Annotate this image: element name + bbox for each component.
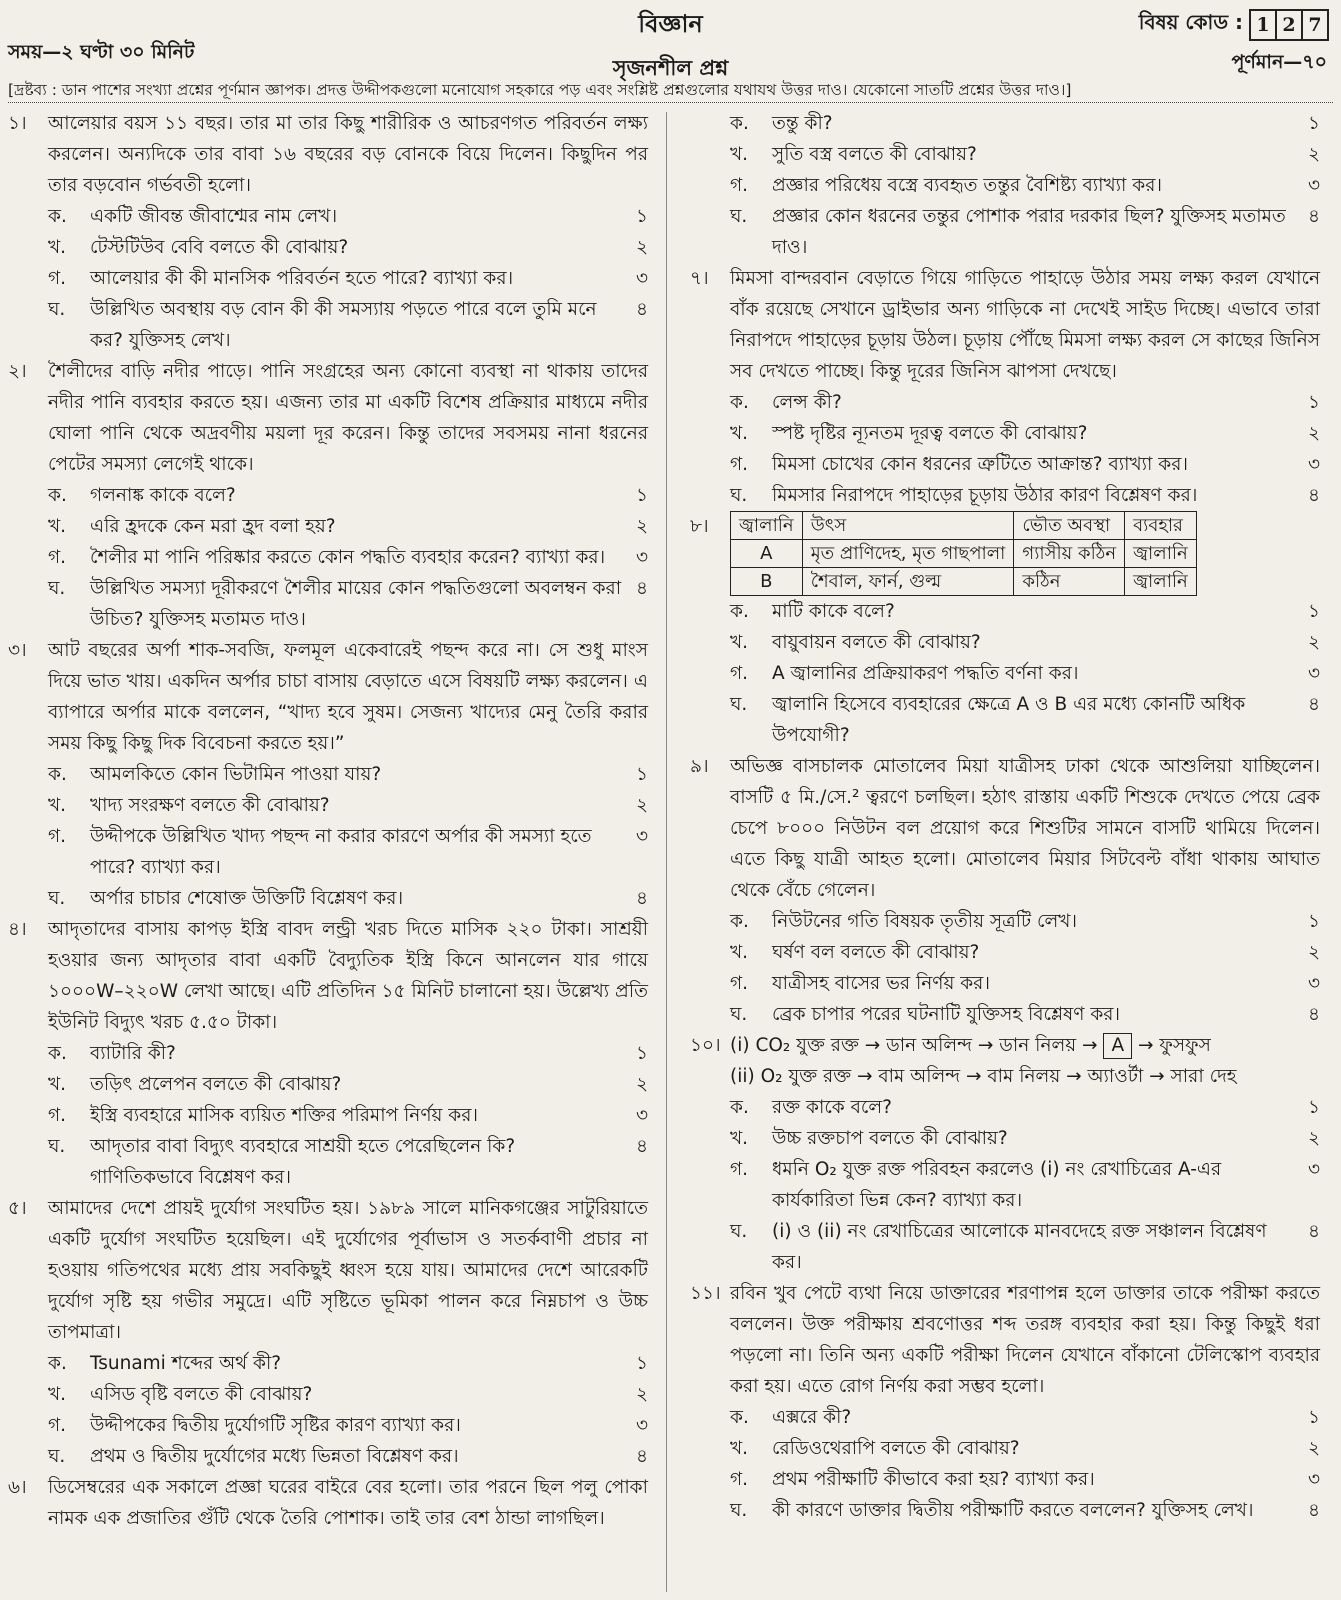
question-number: ২। xyxy=(8,361,27,382)
code-digit: 7 xyxy=(1301,9,1329,41)
sub-question-mark: ১ xyxy=(635,764,648,785)
question-stem xyxy=(690,751,1320,906)
sub-question-label: খ. xyxy=(730,942,749,963)
sub-question-text: এক্সরে কী? xyxy=(772,1407,852,1428)
sub-question-text: শৈলীর মা পানি পরিষ্কার করতে কোন পদ্ধতি ব্যবহার করেন? ব্যাখ্যা কর। xyxy=(90,547,606,568)
sub-question-mark: ৪ xyxy=(635,888,648,909)
sub-question-label: ঘ. xyxy=(48,888,66,909)
sub-question-label: খ. xyxy=(730,1438,749,1459)
sub-question-text: উল্লিখিত অবস্থায় বড় বোন কী কী সমস্যায় পড়তে পারে বলে তুমি মনে কর? যুক্তিসহ লেখ। xyxy=(90,299,597,351)
flow-text: (i) CO₂ যুক্ত রক্ত → ডান অলিন্দ → ডান নিলয় → xyxy=(730,1035,1098,1056)
sub-question-text: কী কারণে ডাক্তার দ্বিতীয় পরীক্ষাটি করতে বললেন? যুক্তিসহ লেখ। xyxy=(772,1500,1254,1521)
question-number: ৪। xyxy=(8,919,27,940)
sub-question-label: ঘ. xyxy=(730,206,748,227)
sub-question-label: ক. xyxy=(730,601,749,622)
sub-question-mark: ৪ xyxy=(1307,485,1320,506)
sub-question-label: ঘ. xyxy=(730,694,748,715)
sub-question-label: ঘ. xyxy=(730,1500,748,1521)
stem-text: রবিন খুব পেটে ব্যথা নিয়ে ডাক্তারের শরণাপন্ন হলে ডাক্তার তাকে পরীক্ষা করতে বললেন। উক্ত পরীক্ষায় শ্রবণোত্তর শব্দ তরঙ্গ ব্যবহার করা হয়। কিন্তু কিছুই ধরা পড়লো না। তিনি অন্য একটি পরীক্ষা দিলেন যেখানে বাঁকানো টেলিস্কোপ ব্যবহার করা হয়। এতে রোগ নির্ণয় করা সম্ভব হলো। xyxy=(730,1283,1320,1397)
question-5 xyxy=(8,1193,648,1472)
sub-question-text: উল্লিখিত সমস্যা দূরীকরণে শৈলীর মায়ের কোন পদ্ধতিগুলো অবলম্বন করা উচিত? যুক্তিসহ মতামত দাও। xyxy=(90,578,622,630)
sub-question-label: গ. xyxy=(730,175,749,196)
sub-question-mark: ১ xyxy=(1307,392,1320,413)
sub-question xyxy=(690,627,1320,658)
sub-question xyxy=(8,1069,648,1100)
question-number: ৩। xyxy=(8,640,27,661)
sub-question-mark: ৪ xyxy=(1307,206,1320,227)
sub-question-text: আমলকিতে কোন ভিটামিন পাওয়া যায়? xyxy=(90,764,382,785)
sub-question-label: ক. xyxy=(48,485,67,506)
sub-question xyxy=(8,542,648,573)
question-stem xyxy=(690,1278,1320,1402)
flow-line xyxy=(690,1030,1320,1061)
question-number: ১১। xyxy=(690,1283,721,1304)
table-header-cell: জ্বালানি xyxy=(731,512,803,540)
sub-question xyxy=(8,1131,648,1193)
sub-question-mark: ৪ xyxy=(1307,1221,1320,1242)
table-cell: মৃত প্রাণিদেহ, মৃত গাছপালা xyxy=(802,540,1014,568)
sub-question-text: ইস্ত্রি ব্যবহারে মাসিক ব্যয়িত শক্তির পরিমাপ নির্ণয় কর। xyxy=(90,1105,479,1126)
stem-text: অভিজ্ঞ বাসচালক মোতালেব মিয়া যাত্রীসহ ঢাকা থেকে আশুলিয়া যাচ্ছিলেন। বাসটি ৫ মি./সে.² ত্বরণে চলছিল। হঠাৎ রাস্তায় একটি শিশুকে দেখতে পেয়ে ব্রেক চেপে ৮০০০ নিউটন বল প্রয়োগ করে শিশুটির সামনে বাসটি থামিয়ে দিলেন। এতে কিছু যাত্রী আহত হলো। মোতালেব মিয়ার সিটবেল্ট বাঁধা থাকায় আঘাত থেকে বেঁচে গেলেন। xyxy=(730,756,1320,901)
sub-question-label: খ. xyxy=(730,1128,749,1149)
sub-question-label: ঘ. xyxy=(48,578,66,599)
stem-text: আলেয়ার বয়স ১১ বছর। তার মা তার কিছু শারীরিক ও আচরণগত পরিবর্তন লক্ষ্য করলেন। অন্যদিকে তার বাবা ১৬ বছরের বড় বোনকে বিয়ে দিলেন। কিছুদিন পর তার বড়বোন গর্ভবতী হলো। xyxy=(48,113,648,196)
sub-question-text: Tsunami শব্দের অর্থ কী? xyxy=(90,1353,282,1374)
sub-question-text: প্রথম পরীক্ষাটি কীভাবে করা হয়? ব্যাখ্যা কর। xyxy=(772,1469,1095,1490)
flow-text: (ii) O₂ যুক্ত রক্ত → বাম অলিন্দ → বাম নিলয় → অ্যাওর্টা → সারা দেহ xyxy=(730,1066,1237,1087)
paper-subtitle: সৃজনশীল প্রশ্ন xyxy=(612,56,729,80)
sub-question xyxy=(690,1092,1320,1123)
sub-question xyxy=(8,232,648,263)
sub-question-mark: ৩ xyxy=(1307,1469,1320,1490)
sub-question xyxy=(8,1379,648,1410)
sub-question-mark: ৪ xyxy=(1307,1500,1320,1521)
question-number: ১। xyxy=(8,113,27,134)
table-cell: জ্বালানি xyxy=(1125,568,1197,596)
question-stem xyxy=(8,1472,648,1534)
sub-question-mark: ২ xyxy=(1307,942,1320,963)
sub-question-mark: ২ xyxy=(1307,423,1320,444)
sub-question xyxy=(8,759,648,790)
sub-question-mark: ২ xyxy=(635,516,648,537)
sub-question-text: A জ্বালানির প্রক্রিয়াকরণ পদ্ধতি বর্ণনা কর। xyxy=(772,663,1079,684)
sub-question-text: মাটি কাকে বলে? xyxy=(772,601,895,622)
question-2 xyxy=(8,356,648,635)
total-marks: পূর্ণমান—৭০ xyxy=(1231,51,1327,73)
stem-text: মিমসা বান্দরবান বেড়াতে গিয়ে গাড়িতে পাহাড়ে উঠার সময় লক্ষ্য করল যেখানে বাঁক রয়েছে সেখানে ড্রাইভার অন্য গাড়িকে না দেখেই সাইড দিচ্ছে। এভাবে তারা নিরাপদে পাহাড়ের চূড়ায় উঠল। চূড়ায় পৌঁছে মিমসা লক্ষ্য করল সে কাছের জিনিস সব দেখতে পাচ্ছে। কিন্তু দূরের জিনিস ঝাপসা দেখছে। xyxy=(730,268,1320,382)
sub-question-mark: ৪ xyxy=(635,1446,648,1467)
sub-question-text: এরি হ্রদকে কেন মরা হ্রদ বলা হয়? xyxy=(90,516,336,537)
sub-question-mark: ৩ xyxy=(1307,454,1320,475)
sub-question-label: ক. xyxy=(730,1407,749,1428)
sub-question xyxy=(690,596,1320,627)
sub-question-label: ঘ. xyxy=(48,1446,66,1467)
sub-question-mark: ২ xyxy=(1307,1128,1320,1149)
question-11 xyxy=(690,1278,1320,1526)
sub-question-label: খ. xyxy=(730,632,749,653)
sub-question-mark: ৩ xyxy=(1307,973,1320,994)
stem-text: আমাদের দেশে প্রায়ই দুর্যোগ সংঘটিত হয়। ১৯৮৯ সালে মানিকগঞ্জের সাটুরিয়াতে একটি দুর্যোগ সংঘটিত হয়েছিল। এই দুর্যোগের পূর্বাভাস ও সতর্কবাণী প্রচার না হওয়ায় গতিপথের মধ্যে প্রায় সবকিছুই ধ্বংস হয়ে যায়। আমাদের দেশে আরেকটি দুর্যোগ সৃষ্টি হয় গভীর সমুদ্রে। এটি সৃষ্টিতে ভূমিকা পালন করে নিম্নচাপ ও উচ্চ তাপমাত্রা। xyxy=(48,1198,648,1343)
sub-question-label: ক. xyxy=(48,764,67,785)
left-column xyxy=(8,108,648,1534)
sub-question-label: গ. xyxy=(730,663,749,684)
subject-title: বিজ্ঞান xyxy=(638,10,703,38)
question-stem xyxy=(8,356,648,480)
question-stem xyxy=(8,1193,648,1348)
sub-question-label: খ. xyxy=(48,237,67,258)
sub-question-mark: ১ xyxy=(1307,1407,1320,1428)
sub-question-label: খ. xyxy=(48,1074,67,1095)
sub-question-mark: ৪ xyxy=(635,299,648,320)
stem-text: ডিসেম্বরের এক সকালে প্রজ্ঞা ঘরের বাইরে বের হলো। তার পরনে ছিল পলু পোকা নামক এক প্রজাতির গুঁটি থেকে তৈরি পোশাক। তাই তার বেশ ঠান্ডা লাগছিল। xyxy=(48,1477,648,1529)
sub-question-mark: ৩ xyxy=(1307,663,1320,684)
sub-question-mark: ২ xyxy=(635,795,648,816)
sub-question xyxy=(690,1464,1320,1495)
table-cell: A xyxy=(731,540,803,568)
sub-question-mark: ৩ xyxy=(635,1105,648,1126)
sub-question xyxy=(690,387,1320,418)
sub-question-label: গ. xyxy=(48,1415,67,1436)
sub-question-label: ক. xyxy=(730,392,749,413)
sub-question xyxy=(690,1154,1320,1216)
sub-question-label: ক. xyxy=(730,1097,749,1118)
sub-question-mark: ১ xyxy=(635,206,648,227)
sub-question-text: একটি জীবন্ত জীবাশ্মের নাম লেখ। xyxy=(90,206,338,227)
right-column xyxy=(690,108,1320,1526)
fuel-table xyxy=(730,511,1197,596)
sub-question-mark: ৩ xyxy=(635,547,648,568)
time-allowed: সময়—২ ঘণ্টা ৩০ মিনিট xyxy=(8,41,195,63)
sub-question xyxy=(690,418,1320,449)
question-number: ৮। xyxy=(690,516,709,537)
sub-question-text: এসিড বৃষ্টি বলতে কী বোঝায়? xyxy=(90,1384,313,1405)
sub-question-text: যাত্রীসহ বাসের ভর নির্ণয় কর। xyxy=(772,973,990,994)
sub-question xyxy=(8,1348,648,1379)
sub-question-text: টেস্টটিউব বেবি বলতে কী বোঝায়? xyxy=(90,237,349,258)
sub-question-text: উদ্দীপকের দ্বিতীয় দুর্যোগটি সৃষ্টির কারণ ব্যাখ্যা কর। xyxy=(90,1415,461,1436)
sub-question xyxy=(8,573,648,635)
sub-question xyxy=(690,1495,1320,1526)
sub-question-text: বায়ুবায়ন বলতে কী বোঝায়? xyxy=(772,632,981,653)
sub-question xyxy=(690,937,1320,968)
sub-question-label: ক. xyxy=(730,911,749,932)
stem-body xyxy=(690,1030,1320,1092)
table-cell: শৈবাল, ফার্ন, গুল্ম xyxy=(802,568,1014,596)
sub-question-text: উদ্দীপকে উল্লিখিত খাদ্য পছন্দ না করার কারণে অর্পার কী সমস্যা হতে পারে? ব্যাখ্যা কর। xyxy=(90,826,592,878)
sub-question-text: তন্তু কী? xyxy=(772,113,833,134)
sub-question-label: ক. xyxy=(48,1043,67,1064)
sub-question-mark: ৪ xyxy=(1307,694,1320,715)
sub-question-label: গ. xyxy=(730,1159,749,1180)
sub-question xyxy=(690,1216,1320,1278)
sub-question xyxy=(690,1402,1320,1433)
table-cell: জ্বালানি xyxy=(1125,540,1197,568)
sub-question-text: স্পষ্ট দৃষ্টির ন্যূনতম দূরত্ব বলতে কী বোঝায়? xyxy=(772,423,1088,444)
column-divider xyxy=(666,112,667,1592)
sub-question-text: উচ্চ রক্তচাপ বলতে কী বোঝায়? xyxy=(772,1128,1008,1149)
subject-code xyxy=(1139,8,1329,41)
sub-question-mark: ২ xyxy=(1307,632,1320,653)
table-header-row xyxy=(731,512,1197,540)
sub-question-text: গলনাঙ্ক কাকে বলে? xyxy=(90,485,236,506)
sub-question-mark: ৪ xyxy=(635,578,648,599)
sub-question-text: সুতি বস্ত্র বলতে কী বোঝায়? xyxy=(772,144,977,165)
sub-question-text: রেডিওথেরাপি বলতে কী বোঝায়? xyxy=(772,1438,1020,1459)
stem-body xyxy=(690,511,1320,596)
question-7 xyxy=(690,263,1320,511)
sub-question xyxy=(8,883,648,914)
sub-question-label: গ. xyxy=(48,1105,67,1126)
sub-question-mark: ১ xyxy=(1307,1097,1320,1118)
sub-question xyxy=(8,294,648,356)
sub-question-mark: ১ xyxy=(1307,601,1320,622)
sub-question xyxy=(690,1433,1320,1464)
sub-question-text: তড়িৎ প্রলেপন বলতে কী বোঝায়? xyxy=(90,1074,342,1095)
sub-question-mark: ২ xyxy=(1307,144,1320,165)
sub-question-mark: ১ xyxy=(1307,113,1320,134)
sub-question xyxy=(8,480,648,511)
sub-question-mark: ৩ xyxy=(1307,175,1320,196)
question-number: ৯। xyxy=(690,756,709,777)
sub-question-text: রক্ত কাকে বলে? xyxy=(772,1097,892,1118)
table-header-cell: ভৌত অবস্থা xyxy=(1014,512,1125,540)
sub-question-label: খ. xyxy=(48,1384,67,1405)
sub-question xyxy=(690,689,1320,751)
sub-question xyxy=(8,1038,648,1069)
table-cell: B xyxy=(731,568,803,596)
sub-question-text: ব্যাটারি কী? xyxy=(90,1043,176,1064)
sub-question xyxy=(690,906,1320,937)
table-header-cell: উৎস xyxy=(802,512,1014,540)
question-number: ১০। xyxy=(690,1035,721,1056)
question-10 xyxy=(690,1030,1320,1278)
sub-question-text: আদৃতার বাবা বিদ্যুৎ ব্যবহারে সাশ্রয়ী হতে পেরেছিলেন কি? গাণিতিকভাবে বিশ্লেষণ কর। xyxy=(90,1136,516,1188)
sub-question-mark: ৪ xyxy=(635,1136,648,1157)
sub-question-text: ধমনি O₂ যুক্ত রক্ত পরিবহন করলেও (i) নং রেখাচিত্রের A-এর কার্যকারিতা ভিন্ন কেন? ব্যাখ্যা কর। xyxy=(772,1159,1222,1211)
question-4 xyxy=(8,914,648,1193)
question-9 xyxy=(690,751,1320,1030)
flow-line xyxy=(690,1061,1320,1092)
question-stem xyxy=(8,914,648,1038)
sub-question-label: ঘ. xyxy=(730,1221,748,1242)
sub-question xyxy=(690,108,1320,139)
sub-question-label: খ. xyxy=(48,795,67,816)
sub-question xyxy=(690,658,1320,689)
sub-question-text: (i) ও (ii) নং রেখাচিত্রের আলোকে মানবদেহে রক্ত সঞ্চালন বিশ্লেষণ কর। xyxy=(772,1221,1267,1273)
question-number: ৭। xyxy=(690,268,709,289)
sub-question-text: প্রজ্ঞার পরিধেয় বস্ত্রে ব্যবহৃত তন্তুর বৈশিষ্ট্য ব্যাখ্যা কর। xyxy=(772,175,1162,196)
question-6 xyxy=(8,1472,648,1534)
sub-question xyxy=(8,1100,648,1131)
sub-question xyxy=(8,201,648,232)
sub-question-label: ক. xyxy=(730,113,749,134)
sub-question xyxy=(690,1123,1320,1154)
subject-code-label: বিষয় কোড : xyxy=(1138,10,1243,34)
sub-question-text: আলেয়ার কী কী মানসিক পরিবর্তন হতে পারে? ব্যাখ্যা কর। xyxy=(90,268,514,289)
sub-question-label: ক. xyxy=(48,1353,67,1374)
stem-text: আট বছরের অর্পা শাক-সবজি, ফলমূল একেবারেই পছন্দ করে না। সে শুধু মাংস দিয়ে ভাত খায়। একদিন অর্পার চাচা বাসায় বেড়াতে এসে বিষয়টি লক্ষ্য করলেন। এ ব্যাপারে অর্পার মাকে বললেন, “খাদ্য হবে সুষম। সেজন্য খাদ্যের মেনু তৈরি করার সময় কিছু কিছু দিক বিবেচনা করতে হয়।” xyxy=(48,640,648,754)
sub-question xyxy=(690,170,1320,201)
sub-question-text: নিউটনের গতি বিষয়ক তৃতীয় সূত্রটি লেখ। xyxy=(772,911,1078,932)
sub-question-mark: ৩ xyxy=(635,268,648,289)
sub-question-label: ঘ. xyxy=(48,299,66,320)
sub-question-text: ঘর্ষণ বল বলতে কী বোঝায়? xyxy=(772,942,980,963)
sub-question-text: অর্পার চাচার শেষোক্ত উক্তিটি বিশ্লেষণ কর। xyxy=(90,888,404,909)
sub-question-label: গ. xyxy=(730,454,749,475)
question-stem xyxy=(690,263,1320,387)
sub-question xyxy=(690,480,1320,511)
sub-question-mark: ১ xyxy=(1307,911,1320,932)
question-6-continued xyxy=(690,108,1320,263)
table-header-cell: ব্যবহার xyxy=(1125,512,1197,540)
sub-question xyxy=(690,449,1320,480)
sub-question xyxy=(690,139,1320,170)
sub-question-mark: ৩ xyxy=(635,1415,648,1436)
stem-text: শৈলীদের বাড়ি নদীর পাড়ে। পানি সংগ্রহের অন্য কোনো ব্যবস্থা না থাকায় তাদের নদীর পানি ব্যবহার করতে হয়। এজন্য তার মা একটি বিশেষ প্রক্রিয়ার মাধ্যমে নদীর ঘোলা পানি থেকে অদ্রবণীয় ময়লা দূর করেন। কিন্তু তাদের সবসময় নানা ধরনের পেটের সমস্যা লেগেই থাকে। xyxy=(48,361,648,475)
table-cell: গ্যাসীয় কঠিন xyxy=(1014,540,1125,568)
sub-question-label: ক. xyxy=(48,206,67,227)
sub-question xyxy=(8,511,648,542)
question-stem xyxy=(690,511,1320,596)
sub-question-label: গ. xyxy=(48,826,67,847)
sub-question-mark: ২ xyxy=(1307,1438,1320,1459)
sub-question-text: প্রথম ও দ্বিতীয় দুর্যোগের মধ্যে ভিন্নতা বিশ্লেষণ কর। xyxy=(90,1446,459,1467)
sub-question xyxy=(8,1410,648,1441)
sub-question-text: প্রজ্ঞার কোন ধরনের তন্তুর পোশাক পরার দরকার ছিল? যুক্তিসহ মতামত দাও। xyxy=(772,206,1286,258)
question-stem xyxy=(8,635,648,759)
subject-code-boxes xyxy=(1251,9,1329,41)
sub-question-label: খ. xyxy=(48,516,67,537)
sub-question-mark: ১ xyxy=(635,485,648,506)
sub-question-text: জ্বালানি হিসেবে ব্যবহারের ক্ষেত্রে A ও B এর মধ্যে কোনটি অধিক উপযোগী? xyxy=(772,694,1246,746)
sub-question-mark: ৩ xyxy=(1307,1159,1320,1180)
sub-question-label: গ. xyxy=(730,973,749,994)
question-stem xyxy=(690,1030,1320,1092)
question-number: ৬। xyxy=(8,1477,27,1498)
sub-question-mark: ২ xyxy=(635,237,648,258)
sub-question-mark: ২ xyxy=(635,1384,648,1405)
sub-question-mark: ৪ xyxy=(1307,1004,1320,1025)
question-stem xyxy=(8,108,648,201)
sub-question xyxy=(8,263,648,294)
sub-question xyxy=(690,968,1320,999)
sub-question xyxy=(8,821,648,883)
sub-question-mark: ১ xyxy=(635,1353,648,1374)
sub-question xyxy=(690,999,1320,1030)
table-cell: কঠিন xyxy=(1014,568,1125,596)
sub-question xyxy=(8,1441,648,1472)
question-number: ৫। xyxy=(8,1198,27,1219)
stem-text: আদৃতাদের বাসায় কাপড় ইস্ত্রি বাবদ লন্ড্রী খরচ দিতে মাসিক ২২০ টাকা। সাশ্রয়ী হওয়ার জন্য আদৃতার বাবা একটি বৈদ্যুতিক ইস্ত্রি কিনে আনলেন যার গায়ে ১০০০W–২২০W লেখা আছে। এটি প্রতিদিন ১৫ মিনিট চালানো হয়। উল্লেখ্য প্রতি ইউনিট বিদ্যুৎ খরচ ৫.৫০ টাকা। xyxy=(48,919,649,1033)
table-row xyxy=(731,540,1197,568)
sub-question-label: গ. xyxy=(730,1469,749,1490)
question-8 xyxy=(690,511,1320,751)
sub-question-mark: ১ xyxy=(635,1043,648,1064)
code-digit: 2 xyxy=(1275,9,1303,41)
sub-question-text: লেন্স কী? xyxy=(772,392,842,413)
flow-box-label: A xyxy=(1103,1033,1132,1059)
sub-question-label: ঘ. xyxy=(48,1136,66,1157)
sub-question-text: ব্রেক চাপার পরের ঘটনাটি যুক্তিসহ বিশ্লেষণ কর। xyxy=(772,1004,1121,1025)
sub-question-label: ঘ. xyxy=(730,1004,748,1025)
sub-question-label: গ. xyxy=(48,547,67,568)
question-3 xyxy=(8,635,648,914)
question-1 xyxy=(8,108,648,356)
sub-question-text: খাদ্য সংরক্ষণ বলতে কী বোঝায়? xyxy=(90,795,330,816)
table-row xyxy=(731,568,1197,596)
sub-question xyxy=(8,790,648,821)
flow-text: → ফুসফুস xyxy=(1138,1035,1211,1056)
instruction-note: [দ্রষ্টব্য : ডান পাশের সংখ্যা প্রশ্নের পূর্ণমান জ্ঞাপক। প্রদত্ত উদ্দীপকগুলো মনোযোগ সহকারে পড় এবং সংশ্লিষ্ট প্রশ্নগুলোর যথাযথ উত্তর দাও। যেকোনো সাতটি প্রশ্নের উত্তর দাও।] xyxy=(8,80,1333,103)
sub-question-mark: ২ xyxy=(635,1074,648,1095)
sub-question-label: খ. xyxy=(730,423,749,444)
sub-question-text: মিমসার নিরাপদে পাহাড়ের চূড়ায় উঠার কারণ বিশ্লেষণ কর। xyxy=(772,485,1198,506)
code-digit: 1 xyxy=(1249,9,1277,41)
sub-question xyxy=(690,201,1320,263)
sub-question-label: গ. xyxy=(48,268,67,289)
sub-question-text: মিমসা চোখের কোন ধরনের ত্রুটিতে আক্রান্ত? ব্যাখ্যা কর। xyxy=(772,454,1189,475)
sub-question-label: খ. xyxy=(730,144,749,165)
sub-question-mark: ৩ xyxy=(635,826,648,847)
sub-question-label: ঘ. xyxy=(730,485,748,506)
